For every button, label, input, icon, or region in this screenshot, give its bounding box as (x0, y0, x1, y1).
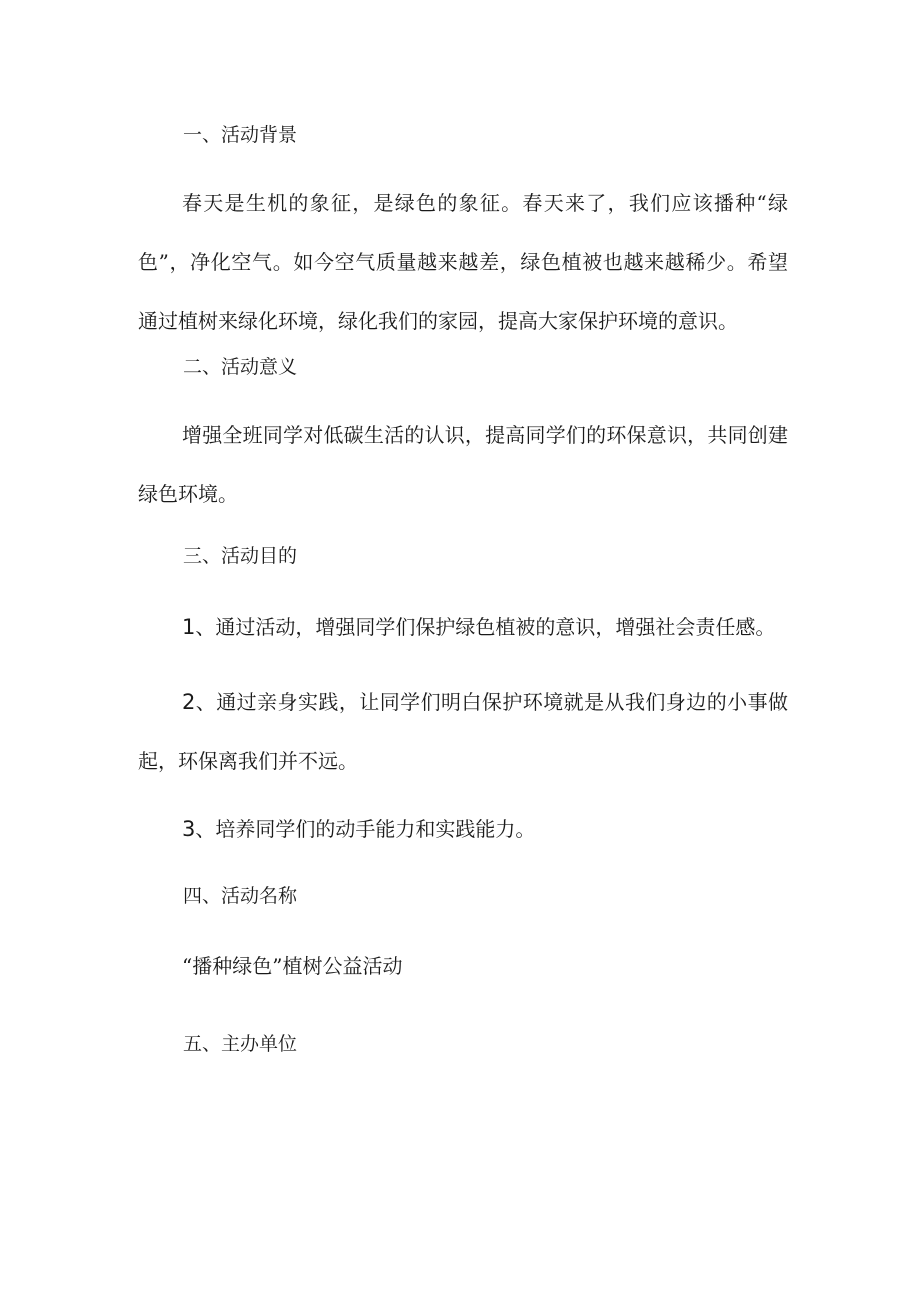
purpose-item-1-text: 、通过活动，增强同学们保护绿色植被的意识，增强社会责任感。 (195, 615, 776, 639)
purpose-item-2-text: 、通过亲身实践，让同学们明白保护环境就是从我们身边的小事做起，环保离我们并不远。 (138, 690, 788, 773)
purpose-item-3-number: 3 (182, 817, 196, 841)
section-heading-background: 一、活动背景 (183, 124, 298, 146)
section-body-significance: 增强全班同学对低碳生活的认识，提高同学们的环保意识，共同创建绿色环境。 (138, 423, 788, 506)
purpose-item-1-number: 1 (182, 615, 196, 639)
section-heading-organizer: 五、主办单位 (183, 1033, 298, 1055)
section-heading-name: 四、活动名称 (183, 885, 298, 907)
purpose-item-1 (138, 598, 788, 657)
section-heading-significance: 二、活动意义 (183, 356, 298, 378)
section-body-background: 春天是生机的象征，是绿色的象征。春天来了，我们应该播种“绿色”，净化空气。如今空气质量越来越差，绿色植被也越来越稀少。希望通过植树来绿化环境，绿化我们的家园，提高大家保护环境的意识。 (138, 191, 788, 333)
purpose-item-3-text: 、培养同学们的动手能力和实践能力。 (195, 817, 536, 841)
section-heading-purpose: 三、活动目的 (183, 545, 298, 567)
purpose-item-3 (138, 800, 788, 859)
purpose-item-2 (138, 673, 788, 791)
section-body-name: “播种绿色”植树公益活动 (182, 954, 403, 978)
purpose-item-2-number: 2 (182, 690, 196, 714)
